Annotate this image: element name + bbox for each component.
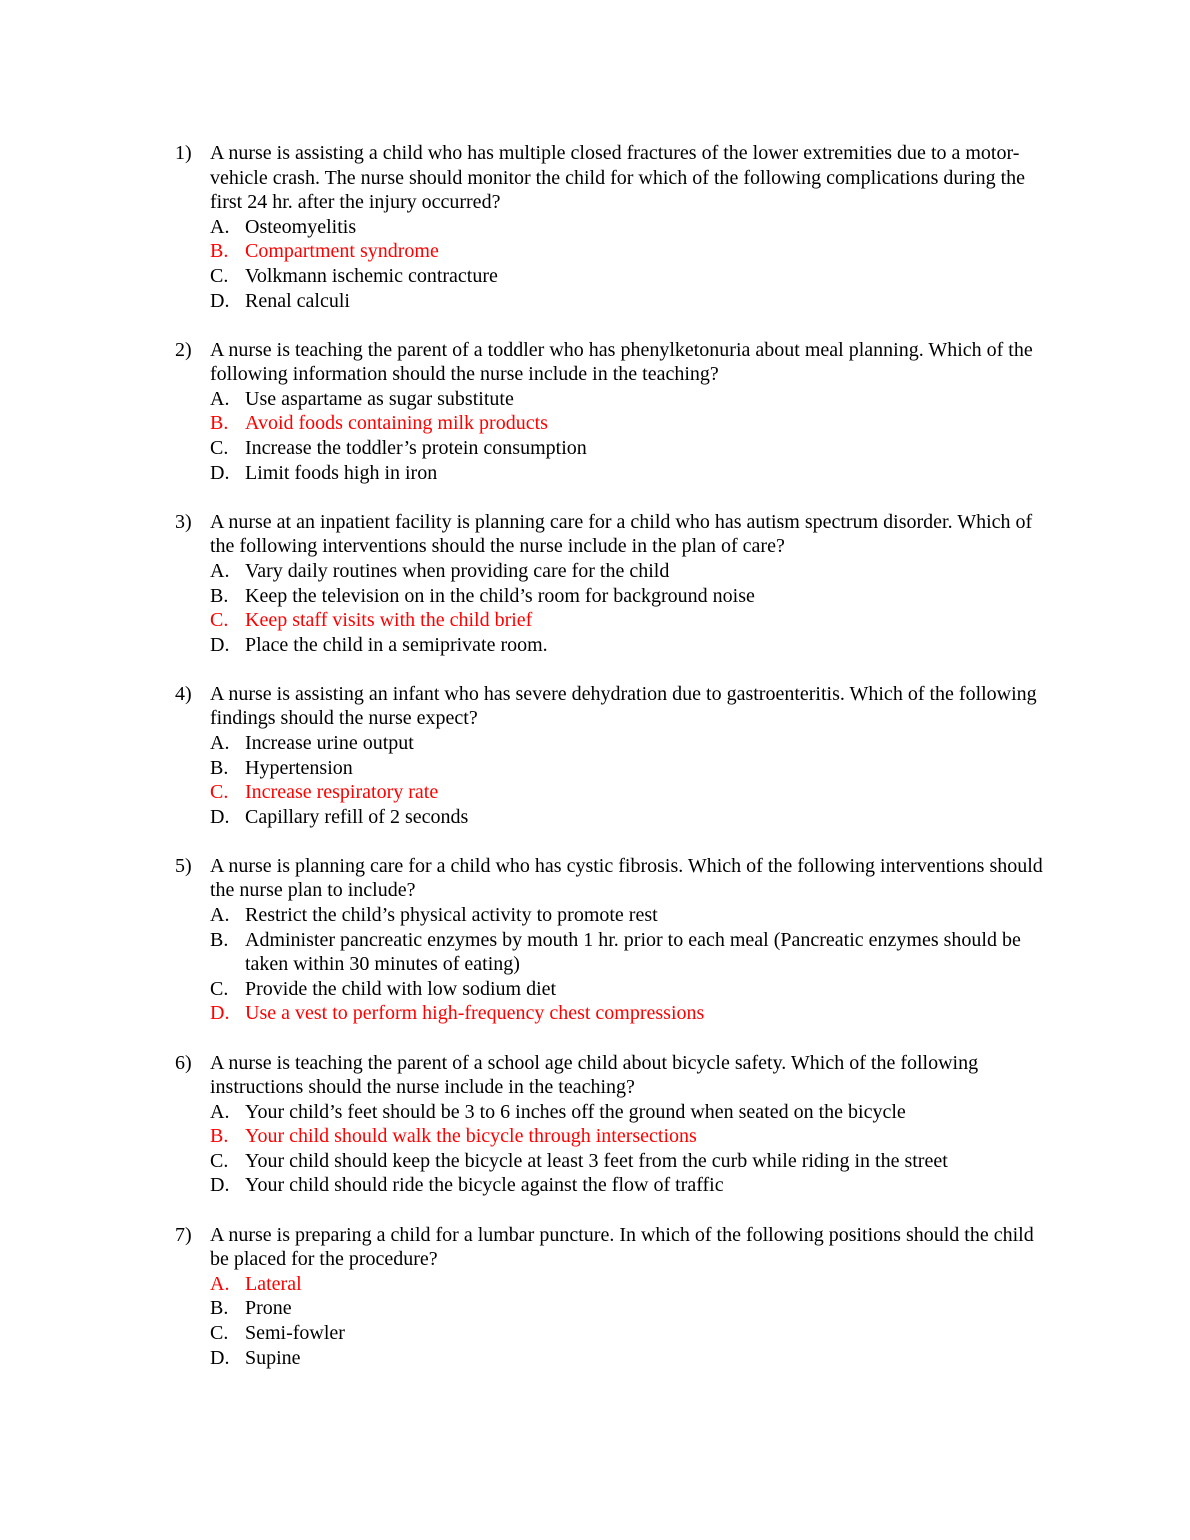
answer-option xyxy=(210,756,1055,781)
option-text: Compartment syndrome xyxy=(245,240,439,263)
answer-option xyxy=(210,215,1055,240)
option-letter: C. xyxy=(210,1149,229,1172)
option-text: Prone xyxy=(245,1297,292,1320)
option-text: Vary daily routines when providing care for the child xyxy=(245,559,670,582)
option-letter: D. xyxy=(210,1174,230,1197)
option-letter: C. xyxy=(210,1321,229,1344)
option-letter: D. xyxy=(210,461,230,484)
answer-option xyxy=(210,1100,1055,1125)
answer-option xyxy=(210,1149,1055,1174)
answer-option-correct xyxy=(210,780,1055,805)
option-text: Osteomyelitis xyxy=(245,215,357,238)
option-letter: B. xyxy=(210,412,229,435)
question-5 xyxy=(175,854,1055,1026)
question-number: 4) xyxy=(175,682,192,705)
answer-options xyxy=(210,1100,1055,1198)
option-letter: C. xyxy=(210,264,229,287)
option-text: Your child should ride the bicycle against the flow of traffic xyxy=(245,1174,724,1197)
answer-option-correct xyxy=(210,608,1055,633)
question-text: A nurse is teaching the parent of a toddler who has phenylketonuria about meal planning. Which of the following information should the nurse include in the teaching? xyxy=(210,338,1033,386)
answer-option-correct xyxy=(210,1001,1055,1026)
option-text: Limit foods high in iron xyxy=(245,461,438,484)
answer-option-correct xyxy=(210,1272,1055,1297)
option-text: Administer pancreatic enzymes by mouth 1 hr. prior to each meal (Pancreatic enzymes should be taken within 30 minutes of eating) xyxy=(245,928,1021,976)
question-1 xyxy=(175,141,1055,313)
option-text: Keep the television on in the child’s room for background noise xyxy=(245,584,755,607)
answer-option xyxy=(210,559,1055,584)
question-text: A nurse is assisting a child who has multiple closed fractures of the lower extremities due to a motor-vehicle crash. The nurse should monitor the child for which of the following complications during the first 24 hr. after the injury occurred? xyxy=(210,142,1025,214)
question-3 xyxy=(175,510,1055,658)
answer-option xyxy=(210,805,1055,830)
question-list xyxy=(175,141,1055,1395)
question-4 xyxy=(175,682,1055,830)
option-letter: A. xyxy=(210,387,230,410)
answer-option xyxy=(210,977,1055,1002)
question-body xyxy=(210,510,1055,658)
option-letter: A. xyxy=(210,904,230,927)
question-text: A nurse is planning care for a child who has cystic fibrosis. Which of the following interventions should the nurse plan to include? xyxy=(210,854,1043,902)
option-letter: B. xyxy=(210,1297,229,1320)
answer-options xyxy=(210,1272,1055,1370)
option-letter: B. xyxy=(210,240,229,263)
option-text: Renal calculi xyxy=(245,289,350,312)
option-letter: D. xyxy=(210,289,230,312)
answer-option xyxy=(210,633,1055,658)
option-text: Avoid foods containing milk products xyxy=(245,412,548,435)
option-text: Supine xyxy=(245,1346,301,1369)
answer-option xyxy=(210,461,1055,486)
option-letter: C. xyxy=(210,781,229,804)
question-body xyxy=(210,682,1055,830)
answer-options xyxy=(210,559,1055,657)
option-text: Lateral xyxy=(245,1272,302,1295)
option-text: Provide the child with low sodium diet xyxy=(245,977,557,1000)
answer-options xyxy=(210,731,1055,829)
option-text: Your child should keep the bicycle at least 3 feet from the curb while riding in the street xyxy=(245,1149,948,1172)
answer-option xyxy=(210,731,1055,756)
option-letter: A. xyxy=(210,731,230,754)
question-body xyxy=(210,1223,1055,1371)
question-number: 3) xyxy=(175,510,192,533)
answer-option xyxy=(210,903,1055,928)
question-text: A nurse is preparing a child for a lumbar puncture. In which of the following positions should the child be placed for the procedure? xyxy=(210,1223,1034,1271)
answer-option xyxy=(210,289,1055,314)
answer-option xyxy=(210,1296,1055,1321)
option-text: Your child should walk the bicycle through intersections xyxy=(245,1125,697,1148)
option-letter: D. xyxy=(210,633,230,656)
question-number: 7) xyxy=(175,1223,192,1246)
option-letter: D. xyxy=(210,1346,230,1369)
question-6 xyxy=(175,1051,1055,1199)
option-text: Restrict the child’s physical activity to promote rest xyxy=(245,904,658,927)
option-text: Place the child in a semiprivate room. xyxy=(245,633,548,656)
option-text: Semi-fowler xyxy=(245,1321,345,1344)
answer-option xyxy=(210,1321,1055,1346)
answer-option xyxy=(210,928,1055,977)
option-text: Increase urine output xyxy=(245,731,414,754)
answer-option xyxy=(210,387,1055,412)
answer-option-correct xyxy=(210,1124,1055,1149)
question-body xyxy=(210,338,1055,486)
option-letter: C. xyxy=(210,977,229,1000)
option-letter: A. xyxy=(210,1100,230,1123)
option-text: Use a vest to perform high-frequency chest compressions xyxy=(245,1002,705,1025)
option-letter: A. xyxy=(210,1272,230,1295)
question-text: A nurse is teaching the parent of a school age child about bicycle safety. Which of the following instructions should the nurse include in the teaching? xyxy=(210,1051,979,1099)
option-letter: C. xyxy=(210,609,229,632)
answer-option xyxy=(210,264,1055,289)
question-7 xyxy=(175,1223,1055,1371)
question-body xyxy=(210,854,1055,1026)
option-letter: B. xyxy=(210,756,229,779)
option-letter: A. xyxy=(210,215,230,238)
option-letter: B. xyxy=(210,1125,229,1148)
option-text: Your child’s feet should be 3 to 6 inches off the ground when seated on the bicycle xyxy=(245,1100,906,1123)
option-letter: D. xyxy=(210,805,230,828)
question-number: 5) xyxy=(175,854,192,877)
answer-option xyxy=(210,584,1055,609)
option-letter: B. xyxy=(210,928,229,951)
question-number: 1) xyxy=(175,142,192,164)
answer-option xyxy=(210,436,1055,461)
question-body xyxy=(210,1051,1055,1199)
option-text: Increase respiratory rate xyxy=(245,781,439,804)
option-text: Capillary refill of 2 seconds xyxy=(245,805,469,828)
question-text: A nurse at an inpatient facility is planning care for a child who has autism spectrum disorder. Which of the following interventions should the nurse include in the plan of care? xyxy=(210,510,1033,558)
option-text: Use aspartame as sugar substitute xyxy=(245,387,514,410)
question-2 xyxy=(175,338,1055,486)
answer-option-correct xyxy=(210,239,1055,264)
question-number: 2) xyxy=(175,338,192,361)
option-text: Keep staff visits with the child brief xyxy=(245,609,533,632)
answer-option-correct xyxy=(210,411,1055,436)
answer-option xyxy=(210,1173,1055,1198)
option-letter: A. xyxy=(210,559,230,582)
answer-options xyxy=(210,387,1055,485)
answer-option xyxy=(210,1346,1055,1371)
option-text: Hypertension xyxy=(245,756,353,779)
question-number: 6) xyxy=(175,1051,192,1074)
answer-options xyxy=(210,903,1055,1026)
option-letter: D. xyxy=(210,1002,230,1025)
option-text: Increase the toddler’s protein consumption xyxy=(245,437,587,460)
answer-options xyxy=(210,215,1055,313)
question-body xyxy=(210,141,1055,313)
question-text: A nurse is assisting an infant who has severe dehydration due to gastroenteritis. Which of the following findings should the nurse expect? xyxy=(210,682,1037,730)
option-letter: B. xyxy=(210,584,229,607)
option-text: Volkmann ischemic contracture xyxy=(245,264,498,287)
option-letter: C. xyxy=(210,437,229,460)
